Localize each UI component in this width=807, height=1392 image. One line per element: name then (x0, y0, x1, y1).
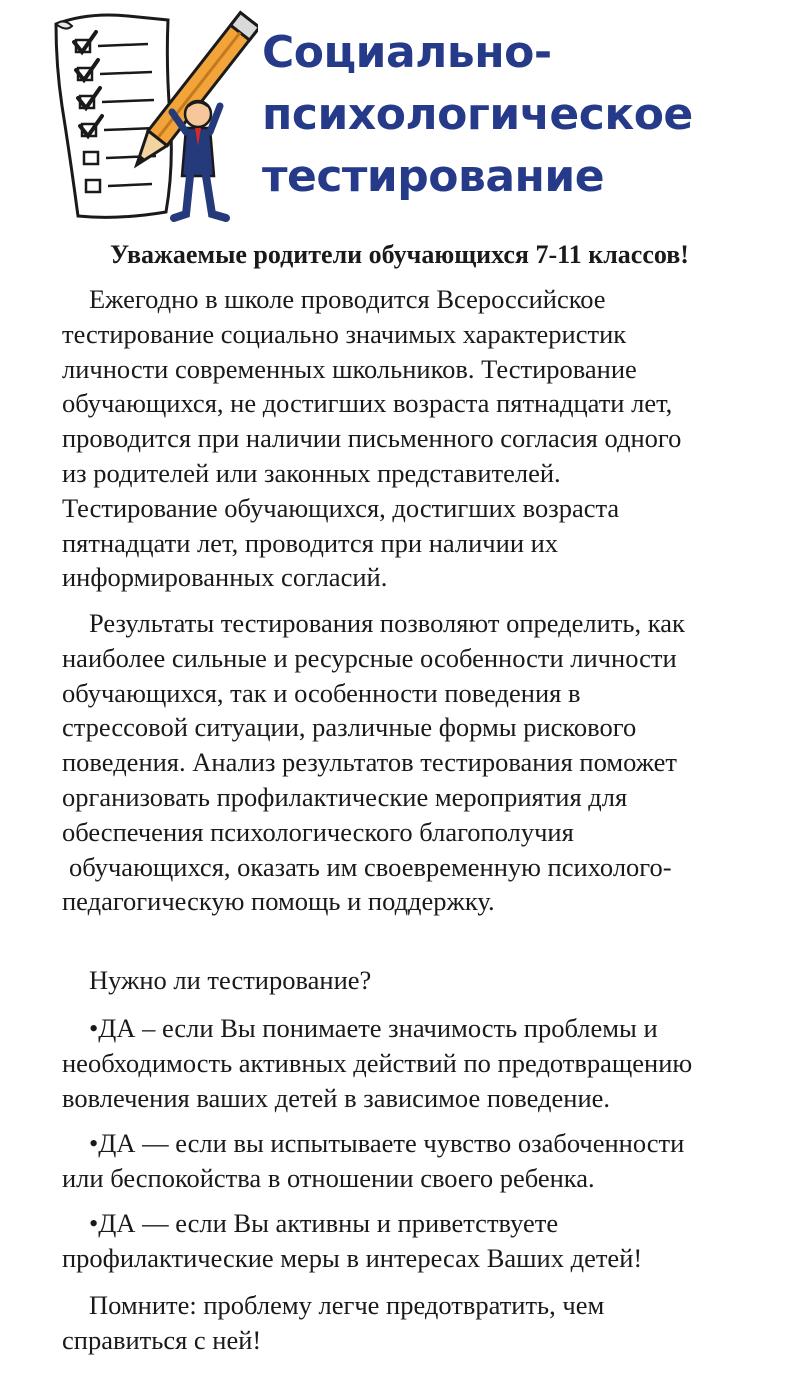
text-line: Результаты тестирования позволяют определить, как (89, 608, 685, 638)
bullet-item (62, 1206, 642, 1276)
text-line: •ДА — если Вы активны и приветствуете (89, 1208, 559, 1238)
text-line: наиболее сильные и ресурсные особенности личности (62, 642, 677, 673)
text-line: профилактические меры в интересах Ваших детей! (62, 1242, 643, 1273)
closing-paragraph (62, 1288, 604, 1358)
text-line: информированных согласий. (62, 562, 388, 593)
text-line: личности современных школьников. Тестирование (62, 353, 637, 384)
question-heading (62, 963, 371, 998)
text-line: или беспокойства в отношении своего ребенка. (62, 1162, 595, 1193)
bullet-item (62, 1126, 684, 1196)
text-line: из родителей или законных представителей. (62, 457, 561, 488)
text-line: обеспечения психологического благополучия (62, 816, 574, 847)
header-title (262, 22, 693, 208)
header-title-line: психологическое (262, 89, 693, 140)
text-line: необходимость активных действий по предотвращению (62, 1047, 693, 1078)
paragraph-intro (62, 282, 681, 595)
text-line: Нужно ли тестирование? (89, 965, 372, 995)
text-line: обучающихся, не достигших возраста пятнадцати лет, (62, 388, 673, 419)
text-line: тестирование социально значимых характеристик (62, 318, 627, 349)
text-line: обучающихся, так и особенности поведения в (62, 677, 581, 708)
text-line: Ежегодно в школе проводится Всероссийское (89, 284, 606, 314)
text-line: •ДА – если Вы понимаете значимость проблемы и (89, 1013, 658, 1043)
text-line: поведения. Анализ результатов тестирования поможет (62, 747, 678, 778)
text-line: Помните: проблему легче предотвратить, чем (89, 1290, 605, 1320)
text-line: организовать профилактические мероприятия для (62, 781, 628, 812)
text-line: справиться с ней! (62, 1324, 262, 1355)
text-line: пятнадцати лет, проводится при наличии их (62, 527, 559, 558)
text-line: Тестирование обучающихся, достигших возраста (62, 492, 620, 523)
text-line: вовлечения ваших детей в зависимое поведение. (62, 1082, 611, 1113)
header-title-line: Социально- (262, 27, 552, 78)
text-line: проводится при наличии письменного согласия одного (62, 423, 682, 454)
greeting-heading: Уважаемые родители обучающихся 7-11 классов! (110, 240, 689, 269)
text-line: •ДА — если вы испытываете чувство озабоченности (89, 1128, 685, 1158)
header-title-line: тестирование (262, 151, 605, 202)
text-line: обучающихся, оказать им своевременную психолого- (69, 851, 672, 882)
header-banner (0, 0, 807, 232)
bullet-item (62, 1011, 692, 1115)
paragraph-results (62, 606, 685, 919)
text-line: педагогическую помощь и поддержку. (62, 886, 495, 917)
text-line: стрессовой ситуации, различные формы рискового (62, 712, 637, 743)
checklist-pencil-illustration (48, 6, 258, 226)
